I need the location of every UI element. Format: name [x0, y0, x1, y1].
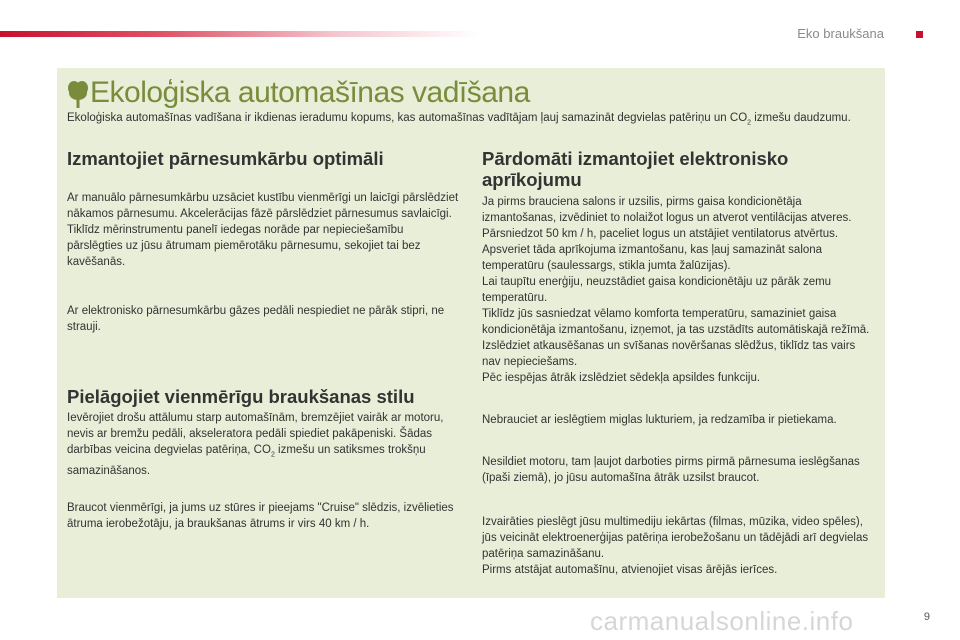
box-intro: Ekoloģiska automašīnas vadīšana ir ikdienas ieradumu kopums, kas automašīnas vadītājam ļauj samazināt degvielas patēriņu un $CO_2$ izmešu daudzumu. — [67, 112, 851, 127]
box-title: Ekoloģiska automašīnas vadīšana — [90, 76, 530, 109]
electronics-paragraph-4: Izvairāties pieslēgt jūsu multimediju iekārtas (filmas, mūzika, video spēles), jūs veicināt elektroenerģijas patēriņa ierobežošanu un tādējādi arī degvielas patēriņa samazināšanu. Pirms atstājat automašīnu, atvienojiet visas ārējās ierīces. — [482, 516, 869, 576]
leaf-icon — [67, 80, 89, 108]
gearbox-paragraph-2: Ar elektronisko pārnesumkārbu gāzes pedāli nespiediet ne pārāk stipri, ne strauji. — [67, 305, 445, 333]
electronics-paragraph-1: Ja pirms brauciena salons ir uzsilis, pirms gaisa kondicionētāja izmantošanas, izvēdiniet to nolaižot logus un atverot ventilācijas atveres. Pārsniedzot 50 km / h, paceliet logus un atstājiet ventilatorus atvērtus. Apsveriet tāda aprīkojuma izmantošanu, kas ļauj samazināt salona temperatūru (saulessargs, stikla jumta žalūzijas). Lai taupītu enerģiju, neuzstādiet gaisa kondicionētāju uz pārāk zemu temperatūru. Tiklīdz jūs sasniedzat vēlamo komforta temperatūru, samaziniet gaisa kondicionētāja izmantošanu, izņemot, ja tas uzstādīts automātiskajā režīmā. Izslēdziet atkausēšanas un svīšanas novēršanas slēdžus, tiklīdz tas vairs nav nepieciešams. Pēc iespējas ātrāk izslēdziet sēdekļa apsildes funkciju. — [482, 196, 870, 384]
heading-gearbox: Izmantojiet pārnesumkārbu optimāli — [67, 148, 384, 169]
watermark: carmanualsonline.info — [590, 606, 854, 636]
heading-electronics: Pārdomāti izmantojiet elektronisko aprīkojumu — [482, 148, 789, 190]
electronics-paragraph-2: Nebrauciet ar ieslēgtiem miglas lukturiem, ja redzamība ir pietiekama. — [482, 414, 837, 426]
page-number: 9 — [923, 611, 930, 623]
electronics-paragraph-3: Nesildiet motoru, tam ļaujot darboties pirms pirmā pārnesuma ieslēgšanas (īpaši ziemā), jo jūsu automašīna ātrāk uzsilst braucot. — [482, 456, 860, 484]
heading-driving-style: Pielāgojiet vienmērīgu braukšanas stilu — [67, 386, 415, 407]
driving-paragraph-1: Ievērojiet drošu attālumu starp automašīnām, bremzējiet vairāk ar motoru, nevis ar bremžu pedāli, akseleratora pedāli spiediet pakāpeniski. Šādas darbības veicina degvielas patēriņa, $CO_2$ izmešu un satiksmes trokšņu samazināšanos. — [67, 412, 444, 478]
section-marker — [916, 31, 923, 38]
gearbox-paragraph-1: Ar manuālo pārnesumkārbu uzsāciet kustību vienmērīgi un laicīgi pārslēdziet nākamos pārnesumu. Akcelerācijas fāzē pārslēdziet pārnesumus savlaicīgi. Tiklīdz mērinstrumentu panelī iedegas norāde par nepieciešamību pārslēgties uz jūsu ātrumam piemērotāku pārnesumu, sekojiet tai bez kavēšanās. — [67, 192, 459, 268]
header-accent-rule — [0, 31, 480, 37]
driving-paragraph-2: Braucot vienmērīgi, ja jums uz stūres ir pieejams "Cruise" slēdzis, izvēlieties ātruma ierobežotāju, ja braukšanas ātrums ir virs 40 km / h. — [67, 502, 454, 530]
section-title: Eko braukšana — [797, 26, 884, 41]
